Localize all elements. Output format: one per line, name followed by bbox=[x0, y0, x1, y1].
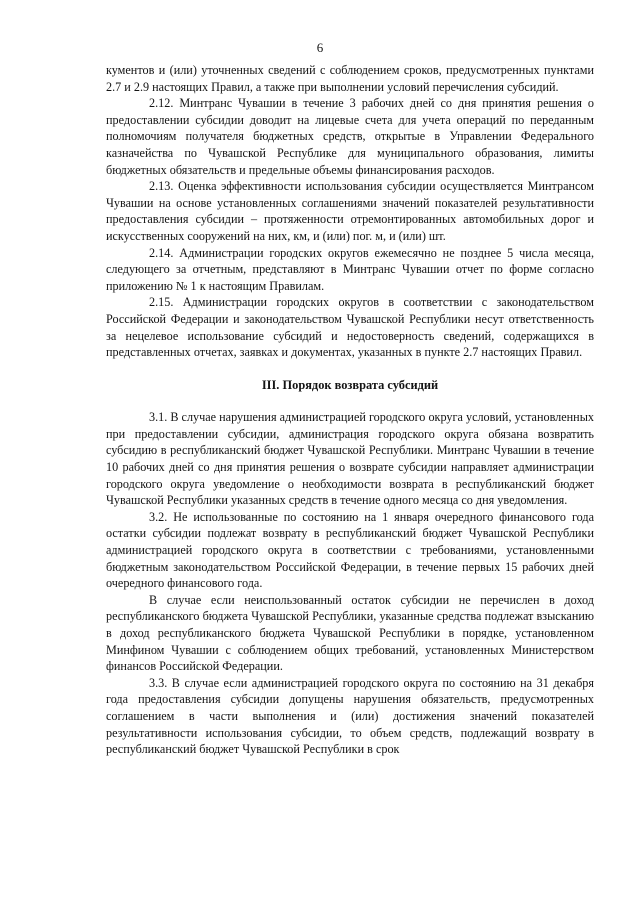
document-body bbox=[106, 62, 594, 758]
paragraph-2-15: 2.15. Администрации городских округов в соответствии с законодательством Российской Федерации и законодательством Чувашской Республики несут ответственность за нецелевое использование субсидий и недостоверность сведений, содержащихся в представленных отчетах, заявках и документах, указанных в пункте 2.7 настоящих Правил. bbox=[106, 295, 594, 360]
paragraph-3-2-continued: В случае если неиспользованный остаток субсидии не перечислен в доход республиканского бюджета Чувашской Республики, указанные средства подлежат взысканию в доход республиканского бюджета Чувашской Республики в порядке, установленном Минфином Чувашии с соблюдением общих требований, установленных Министерством финансов Российской Федерации. bbox=[106, 592, 594, 674]
paragraph-3-2: 3.2. Не использованные по состоянию на 1 января очередного финансового года остатки субсидии подлежат возврату в республиканский бюджет Чувашской Республики администрацией городского округа в соответствии с требованиями, установленными бюджетным законодательством Российской Федерации, в течение первых 15 рабочих дней очередного финансового года. bbox=[106, 509, 594, 591]
paragraph-2-13: 2.13. Оценка эффективности использования субсидии осуществляется Минтрансом Чувашии на основе установленных соглашениями значений показателей результативности предоставления субсидии – протяженности отремонтированных автомобильных дорог и искусственных сооружений на них, км, и (или) пог. м, и (или) шт. bbox=[106, 179, 594, 243]
paragraph-3-3: 3.3. В случае если администрацией городского округа по состоянию на 31 декабря года предоставления субсидии допущены нарушения обязательств, предусмотренных соглашением в части выполнения и (или) достижения значений показателей результативности использования субсидии, то объем средств, подлежащий возврату в республиканский бюджет Чувашской Республики в срок bbox=[106, 675, 594, 757]
paragraph-2-12: 2.12. Минтранс Чувашии в течение 3 рабочих дней со дня принятия решения о предоставлении субсидии доводит на лицевые счета для учета операций по переданным полномочиям получателя бюджетных средств, открытые в Управлении Федерального казначейства по Чувашской Республике для муниципального образования, лимиты бюджетных обязательств и предельные объемы финансирования расходов. bbox=[106, 96, 594, 177]
page-number: 6 bbox=[316, 40, 324, 55]
paragraph-2-14: 2.14. Администрации городских округов ежемесячно не позднее 5 числа месяца, следующего за отчетным, представляют в Минтранс Чувашии отчет по форме согласно приложению № 1 к настоящим Правилам. bbox=[106, 245, 594, 293]
section-heading: III. Порядок возврата субсидий bbox=[261, 377, 439, 392]
paragraph-3-1: 3.1. В случае нарушения администрацией городского округа условий, установленных при предоставлении субсидии, администрация городского округа обязана возвратить субсидию в республиканский бюджет Чувашской Республики. Минтранс Чувашии в течение 10 рабочих дней со дня принятия решения о возврате субсидии направляет администрации городского округа уведомление о необходимости возврата в республиканский бюджет Чувашской Республики указанных средств в течение одного месяца со дня уведомления. bbox=[106, 410, 594, 508]
paragraph-continuation: кументов и (или) уточненных сведений с соблюдением сроков, предусмотренных пунктами 2.7 и 2.9 настоящих Правил, а также при выполнении условий перечисления субсидий. bbox=[106, 63, 594, 94]
